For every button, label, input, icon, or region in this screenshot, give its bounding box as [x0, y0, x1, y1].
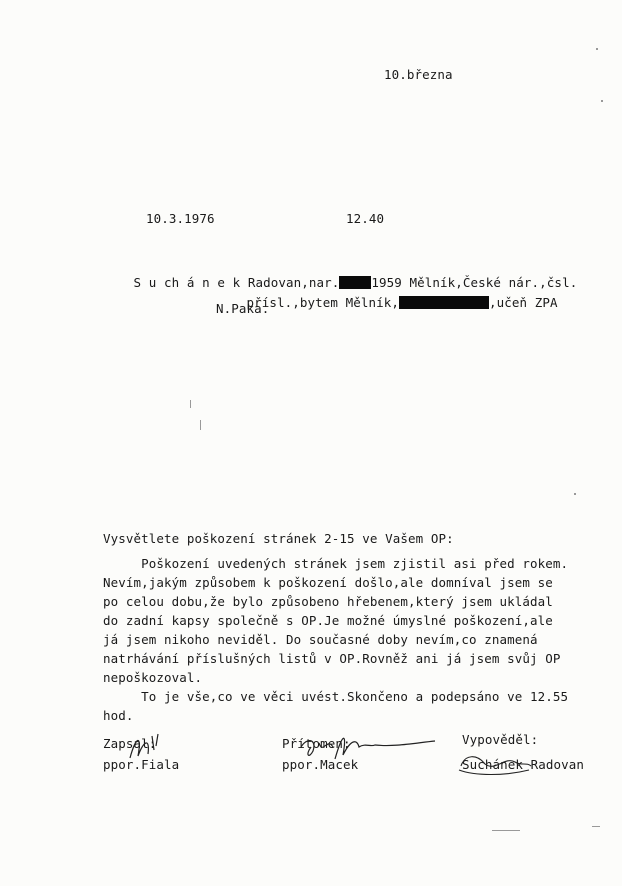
scan-speck: [200, 420, 201, 430]
recorded-label: Zapsal:: [103, 736, 157, 751]
answer-line: To je vše,co ve věci uvést.Skončeno a podepsáno ve 12.55: [103, 689, 569, 704]
answer-line: já jsem nikoho neviděl. Do současné doby nevím,co znamená: [103, 632, 538, 647]
signature-fiala: [100, 726, 180, 771]
scan-speck: [592, 826, 600, 827]
question: Vysvětlete poškození stránek 2-15 ve Vašem OP:: [103, 531, 454, 546]
present-label: Přítomen:: [282, 736, 351, 751]
answer-line: Nevím,jakým způsobem k poškození došlo,ale domníval jsem se: [103, 575, 553, 590]
answer-line: natrhávání příslušných listů v OP.Rovněž ani já jsem svůj OP: [103, 651, 561, 666]
answer-line: Poškození uvedených stránek jsem zjistil asi před rokem.: [103, 556, 569, 571]
signature-suchanek: [455, 750, 535, 780]
present-name: ppor.Macek: [282, 757, 359, 772]
scan-speck: [492, 830, 520, 831]
answer-line: nepoškozoval.: [103, 670, 203, 685]
scan-speck: [596, 48, 598, 50]
answer-line: po celou dobu,že bylo způsobeno hřebenem,který jsem ukládal: [103, 594, 553, 609]
testified-label: Vypověděl:: [462, 732, 539, 747]
scan-speck: [574, 493, 576, 495]
scan-speck: [601, 100, 603, 102]
person-line-2-prefix: přísl.,bytem Mělník,: [246, 295, 400, 310]
signature-macek: [295, 725, 465, 775]
record-date: 10.3.1976: [146, 211, 215, 226]
record-time: 12.40: [346, 211, 385, 226]
person-line-1-prefix: S u ch á n e k Radovan,nar.: [133, 275, 340, 290]
person-line-1-suffix: 1959 Mělník,České nár.,čsl.: [371, 275, 578, 290]
person-line-3: N.Paka.: [216, 301, 270, 316]
scan-speck: [190, 400, 191, 408]
header-date: 10.března: [384, 67, 453, 82]
redaction-address: [399, 296, 489, 309]
recorded-name: ppor.Fiala: [103, 757, 180, 772]
answer-line: hod.: [103, 708, 134, 723]
testified-name: Suchánek Radovan: [462, 757, 585, 772]
answer-line: do zadní kapsy společně s OP.Je možné úmyslné poškození,ale: [103, 613, 553, 628]
person-line-2-suffix: ,učeň ZPA: [489, 295, 558, 310]
